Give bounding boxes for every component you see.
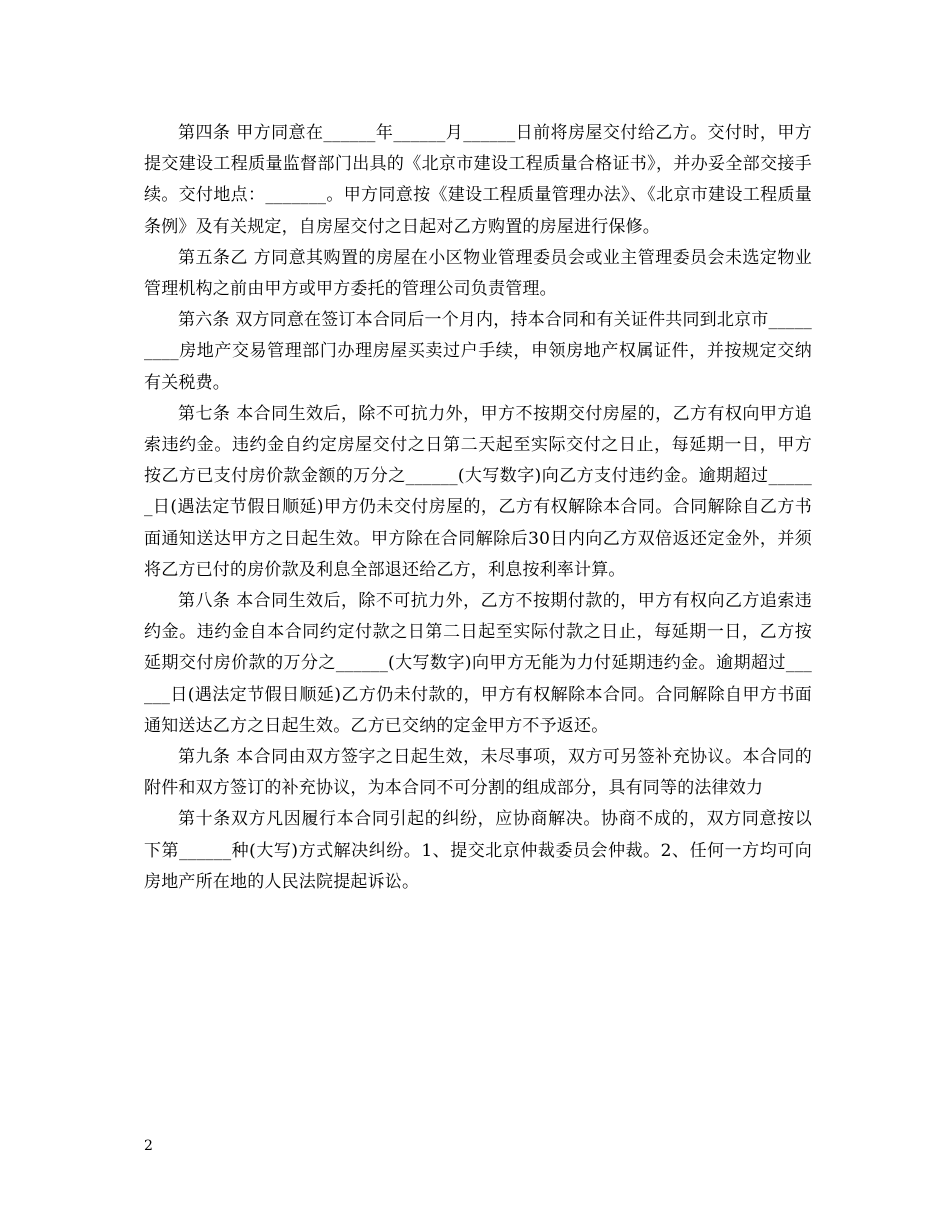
document-body — [144, 118, 812, 898]
article-4-paragraph: 第四条 甲方同意在______年______月______日前将房屋交付给乙方。交付时，甲方提交建设工程质量监督部门出具的《北京市建设工程质量合格证书》，并办妥全部交接手续。交付地点：_______。甲方同意按《建设工程质量管理办法》、《北京市建设工程质量条例》及有关规定，自房屋交付之日起对乙方购置的房屋进行保修。 — [144, 123, 812, 237]
article-9-paragraph: 第九条 本合同由双方签字之日起生效，未尽事项，双方可另签补充协议。本合同的附件和双方签订的补充协议，为本合同不可分割的组成部分，具有同等的法律效力 — [144, 747, 812, 799]
article-10-paragraph: 第十条双方凡因履行本合同引起的纠纷，应协商解决。协商不成的，双方同意按以下第______种(大写)方式解决纠纷。1、提交北京仲裁委员会仲裁。2、任何一方均可向房地产所在地的人民法院提起诉讼。 — [144, 809, 812, 892]
page-number: 2 — [144, 1138, 153, 1154]
article-6-paragraph: 第六条 双方同意在签订本合同后一个月内，持本合同和有关证件共同到北京市_________房地产交易管理部门办理房屋买卖过户手续，申领房地产权属证件，并按规定交纳有关税费。 — [144, 310, 812, 393]
article-7-paragraph: 第七条 本合同生效后，除不可抗力外，甲方不按期交付房屋的，乙方有权向甲方追索违约金。违约金自约定房屋交付之日第二天起至实际交付之日止，每延期一日，甲方按乙方已支付房价款金额的万分之______(大写数字)向乙方支付违约金。逾期超过______日(遇法定节假日顺延)甲方仍未交付房屋的，乙方有权解除本合同。合同解除自乙方书面通知送达甲方之日起生效。甲方除在合同解除后30日内向乙方双倍返还定金外，并须将乙方已付的房价款及利息全部退还给乙方，利息按利率计算。 — [144, 403, 812, 580]
article-5-paragraph: 第五条乙 方同意其购置的房屋在小区物业管理委员会或业主管理委员会未选定物业管理机构之前由甲方或甲方委托的管理公司负责管理。 — [144, 247, 812, 300]
article-8-paragraph: 第八条 本合同生效后，除不可抗力外，乙方不按期付款的，甲方有权向乙方追索违约金。违约金自本合同约定付款之日第二日起至实际付款之日止，每延期一日，乙方按延期交付房价款的万分之______(大写数字)向甲方无能为力付延期违约金。逾期超过______日(遇法定节假日顺延)乙方仍未付款的，甲方有权解除本合同。合同解除自甲方书面通知送达乙方之日起生效。乙方已交纳的定金甲方不予返还。 — [144, 591, 812, 736]
